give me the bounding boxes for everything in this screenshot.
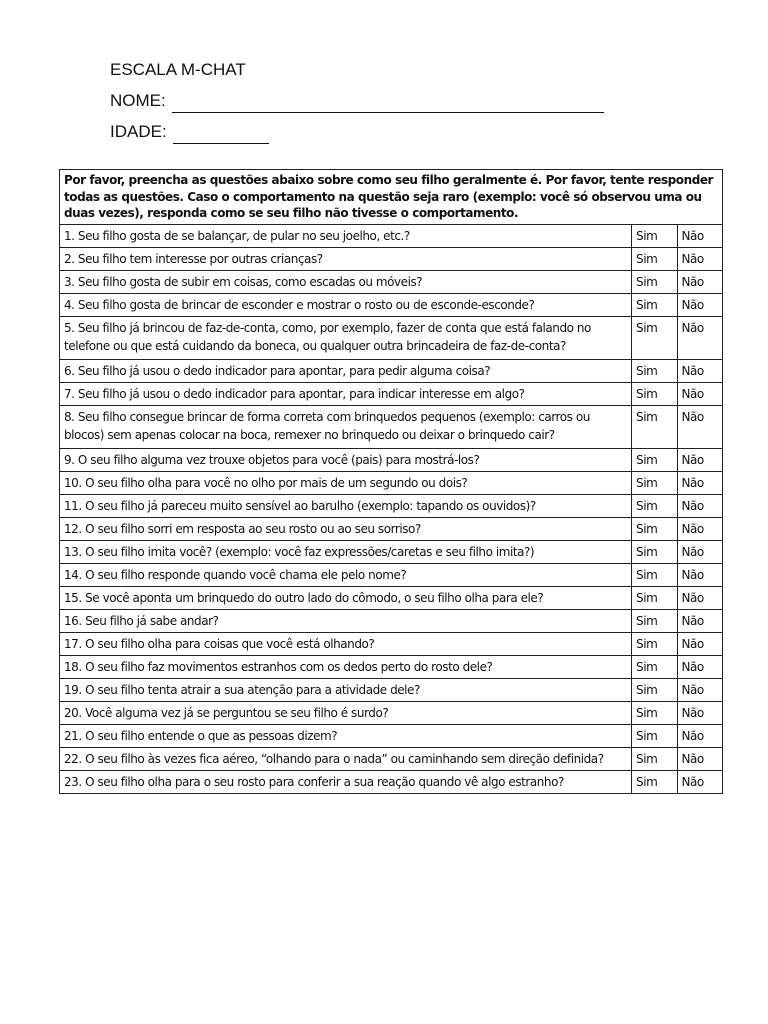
question-text: 1. Seu filho gosta de se balançar, de pular no seu joelho, etc.? xyxy=(60,224,632,247)
answer-no-option[interactable]: Não xyxy=(677,494,723,517)
answer-no-option[interactable]: Não xyxy=(677,724,723,747)
name-label: NOME: xyxy=(110,91,166,110)
answer-no-option[interactable]: Não xyxy=(677,563,723,586)
answer-yes-option[interactable]: Sim xyxy=(632,609,677,632)
answer-yes-option[interactable]: Sim xyxy=(632,471,677,494)
question-text: 7. Seu filho já usou o dedo indicador para apontar, para indicar interesse em algo? xyxy=(60,382,632,405)
question-row xyxy=(60,224,723,247)
answer-yes-option[interactable]: Sim xyxy=(632,448,677,471)
answer-yes-option[interactable]: Sim xyxy=(632,359,677,382)
answer-yes-option[interactable]: Sim xyxy=(632,247,677,270)
answer-yes-option[interactable]: Sim xyxy=(632,517,677,540)
question-text: 5. Seu filho já brincou de faz-de-conta, como, por exemplo, fazer de conta que está falando no telefone ou que está cuidando da boneca, ou qualquer outra brincadeira de faz-de-conta? xyxy=(60,316,632,359)
answer-yes-option[interactable]: Sim xyxy=(632,770,677,793)
question-text: 2. Seu filho tem interesse por outras crianças? xyxy=(60,247,632,270)
question-text: 13. O seu filho imita você? (exemplo: você faz expressões/caretas e seu filho imita?) xyxy=(60,540,632,563)
name-input-line[interactable] xyxy=(172,94,604,113)
answer-no-option[interactable]: Não xyxy=(677,471,723,494)
answer-yes-option[interactable]: Sim xyxy=(632,747,677,770)
question-row xyxy=(60,517,723,540)
answer-no-option[interactable]: Não xyxy=(677,747,723,770)
question-text: 20. Você alguma vez já se perguntou se seu filho é surdo? xyxy=(60,701,632,724)
answer-no-option[interactable]: Não xyxy=(677,586,723,609)
question-text: 23. O seu filho olha para o seu rosto para conferir a sua reação quando vê algo estranho? xyxy=(60,770,632,793)
answer-no-option[interactable]: Não xyxy=(677,293,723,316)
question-row xyxy=(60,724,723,747)
answer-no-option[interactable]: Não xyxy=(677,270,723,293)
question-text: 11. O seu filho já pareceu muito sensível ao barulho (exemplo: tapando os ouvidos)? xyxy=(60,494,632,517)
question-text: 9. O seu filho alguma vez trouxe objetos para você (pais) para mostrá-los? xyxy=(60,448,632,471)
question-row xyxy=(60,494,723,517)
answer-yes-option[interactable]: Sim xyxy=(632,293,677,316)
answer-yes-option[interactable]: Sim xyxy=(632,224,677,247)
question-text: 3. Seu filho gosta de subir em coisas, como escadas ou móveis? xyxy=(60,270,632,293)
question-row xyxy=(60,316,723,359)
question-row xyxy=(60,405,723,448)
question-text: 19. O seu filho tenta atrair a sua atenção para a atividade dele? xyxy=(60,678,632,701)
question-row xyxy=(60,540,723,563)
question-row xyxy=(60,563,723,586)
age-input-line[interactable] xyxy=(173,125,269,144)
question-text: 16. Seu filho já sabe andar? xyxy=(60,609,632,632)
question-row xyxy=(60,586,723,609)
answer-no-option[interactable]: Não xyxy=(677,540,723,563)
answer-no-option[interactable]: Não xyxy=(677,770,723,793)
answer-no-option[interactable]: Não xyxy=(677,359,723,382)
answer-no-option[interactable]: Não xyxy=(677,701,723,724)
question-text: 10. O seu filho olha para você no olho por mais de um segundo ou dois? xyxy=(60,471,632,494)
question-row xyxy=(60,382,723,405)
question-text: 6. Seu filho já usou o dedo indicador para apontar, para pedir alguma coisa? xyxy=(60,359,632,382)
question-text: 21. O seu filho entende o que as pessoas dizem? xyxy=(60,724,632,747)
question-row xyxy=(60,293,723,316)
answer-no-option[interactable]: Não xyxy=(677,316,723,359)
question-row xyxy=(60,747,723,770)
question-text: 15. Se você aponta um brinquedo do outro lado do cômodo, o seu filho olha para ele? xyxy=(60,586,632,609)
answer-no-option[interactable]: Não xyxy=(677,382,723,405)
answer-no-option[interactable]: Não xyxy=(677,405,723,448)
question-row xyxy=(60,701,723,724)
answer-no-option[interactable]: Não xyxy=(677,678,723,701)
answer-yes-option[interactable]: Sim xyxy=(632,586,677,609)
answer-yes-option[interactable]: Sim xyxy=(632,724,677,747)
question-row xyxy=(60,770,723,793)
questionnaire-table xyxy=(59,169,723,794)
answer-yes-option[interactable]: Sim xyxy=(632,494,677,517)
question-text: 4. Seu filho gosta de brincar de esconder e mostrar o rosto ou de esconde-esconde? xyxy=(60,293,632,316)
answer-yes-option[interactable]: Sim xyxy=(632,382,677,405)
age-label: IDADE: xyxy=(110,122,167,141)
answer-no-option[interactable]: Não xyxy=(677,517,723,540)
answer-yes-option[interactable]: Sim xyxy=(632,316,677,359)
question-row xyxy=(60,632,723,655)
answer-yes-option[interactable]: Sim xyxy=(632,563,677,586)
answer-yes-option[interactable]: Sim xyxy=(632,701,677,724)
answer-yes-option[interactable]: Sim xyxy=(632,540,677,563)
question-text: 22. O seu filho às vezes fica aéreo, “olhando para o nada” ou caminhando sem direção definida? xyxy=(60,747,632,770)
answer-yes-option[interactable]: Sim xyxy=(632,632,677,655)
question-row xyxy=(60,609,723,632)
answer-no-option[interactable]: Não xyxy=(677,224,723,247)
answer-yes-option[interactable]: Sim xyxy=(632,655,677,678)
age-field xyxy=(110,113,604,144)
name-field xyxy=(110,82,604,113)
instructions-text: Por favor, preencha as questões abaixo sobre como seu filho geralmente é. Por favor, tente responder todas as questões. Caso o comportamento na questão seja raro (exemplo: você só observou uma ou duas vezes), responda como se seu filho não tivesse o comportamento. xyxy=(60,170,723,225)
answer-no-option[interactable]: Não xyxy=(677,247,723,270)
question-text: 8. Seu filho consegue brincar de forma correta com brinquedos pequenos (exemplo: carros ou blocos) sem apenas colocar na boca, remexer no brinquedo ou deixar o brinquedo cair? xyxy=(60,405,632,448)
answer-no-option[interactable]: Não xyxy=(677,609,723,632)
form-title: ESCALA M-CHAT xyxy=(110,60,246,79)
answer-yes-option[interactable]: Sim xyxy=(632,270,677,293)
question-row xyxy=(60,247,723,270)
question-row xyxy=(60,448,723,471)
question-row xyxy=(60,471,723,494)
question-row xyxy=(60,678,723,701)
answer-yes-option[interactable]: Sim xyxy=(632,405,677,448)
question-text: 18. O seu filho faz movimentos estranhos com os dedos perto do rosto dele? xyxy=(60,655,632,678)
answer-yes-option[interactable]: Sim xyxy=(632,678,677,701)
question-text: 14. O seu filho responde quando você chama ele pelo nome? xyxy=(60,563,632,586)
answer-no-option[interactable]: Não xyxy=(677,655,723,678)
answer-no-option[interactable]: Não xyxy=(677,448,723,471)
answer-no-option[interactable]: Não xyxy=(677,632,723,655)
question-text: 17. O seu filho olha para coisas que você está olhando? xyxy=(60,632,632,655)
instructions-row xyxy=(60,170,723,225)
question-row xyxy=(60,359,723,382)
question-row xyxy=(60,270,723,293)
form-header xyxy=(110,58,604,144)
question-row xyxy=(60,655,723,678)
question-text: 12. O seu filho sorri em resposta ao seu rosto ou ao seu sorriso? xyxy=(60,517,632,540)
